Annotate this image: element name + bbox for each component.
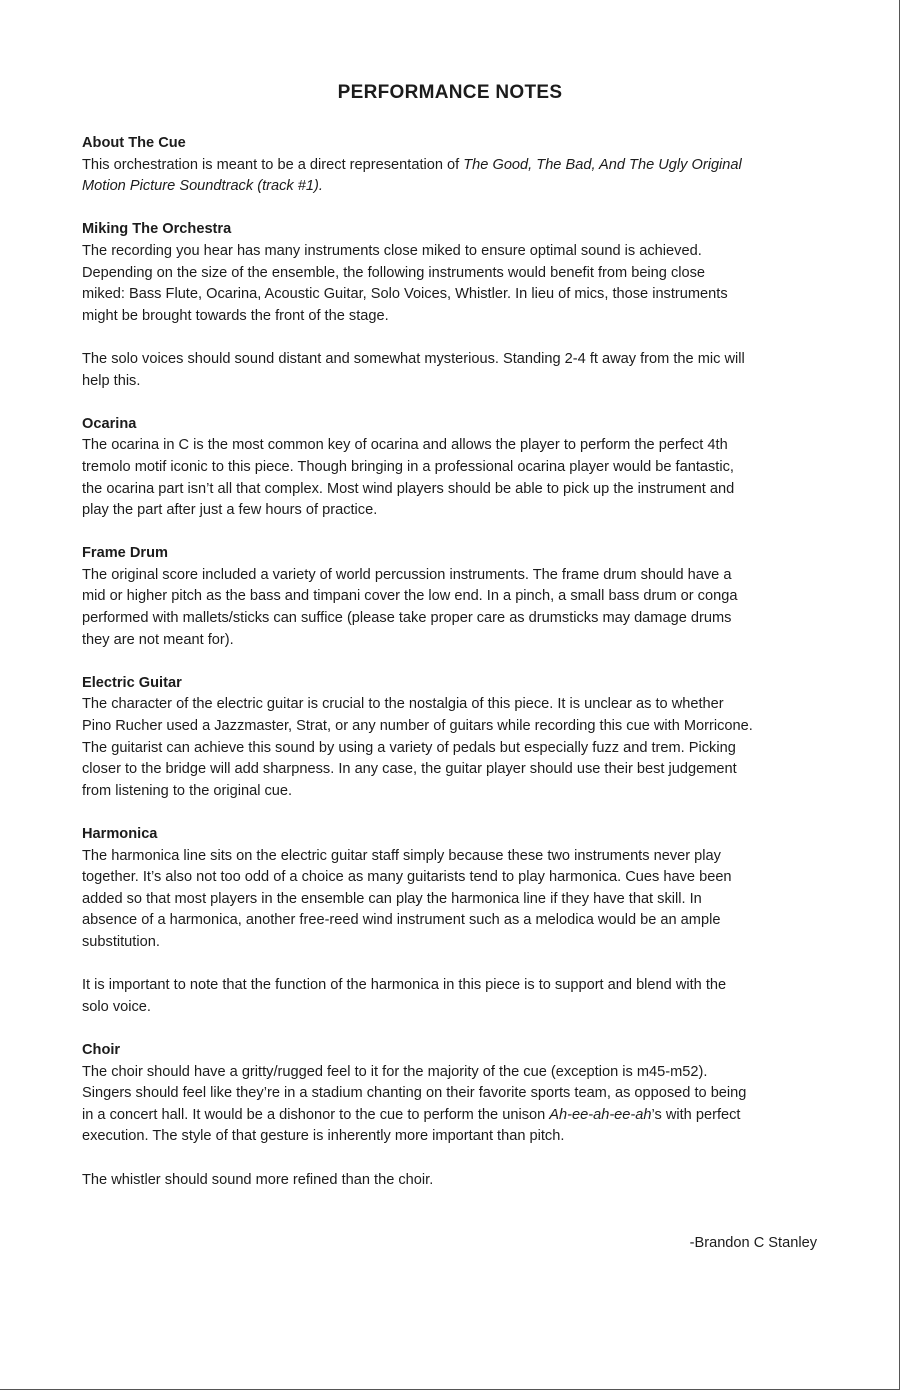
section-paragraph <box>82 846 822 954</box>
section-heading: Ocarina <box>82 415 137 432</box>
text-line <box>82 241 822 263</box>
text-line <box>82 1083 822 1105</box>
text-run: execution. The style of that gesture is inherently more important than pitch. <box>82 1128 565 1145</box>
text-run: from listening to the original cue. <box>82 782 293 799</box>
text-line <box>82 349 822 371</box>
text-line <box>82 910 822 932</box>
section-ocarina <box>82 414 822 522</box>
text-line <box>82 155 822 177</box>
section-paragraph <box>82 241 822 327</box>
section-paragraph <box>82 694 822 802</box>
text-line <box>82 1126 822 1148</box>
text-run: substitution. <box>82 933 160 950</box>
text-line <box>82 457 822 479</box>
text-run: The solo voices should sound distant and somewhat mysterious. Standing 2-4 ft away from the mic will <box>82 350 745 367</box>
text-line <box>82 867 822 889</box>
text-line <box>82 759 822 781</box>
text-line <box>82 1062 822 1084</box>
section-paragraph <box>82 1170 822 1192</box>
section-paragraph <box>82 435 822 521</box>
text-line <box>82 435 822 457</box>
italic-text: The Good, The Bad, And The Ugly Original <box>463 156 742 173</box>
section-heading: About The Cue <box>82 135 186 151</box>
text-run: The original score included a variety of world percussion instruments. The frame drum should have a <box>82 566 732 583</box>
notes-body <box>82 133 822 1213</box>
section-harmonica <box>82 824 822 1018</box>
text-run: together. It’s also not too odd of a choice as many guitarists tend to play harmonica. Cues have been <box>82 869 732 886</box>
text-run: It is important to note that the function of the harmonica in this piece is to support and blend with the <box>82 977 727 994</box>
section-about-the-cue <box>82 133 822 198</box>
text-line <box>82 630 822 652</box>
section-paragraph <box>82 349 822 392</box>
text-line <box>82 306 822 328</box>
author-signature: -Brandon C Stanley <box>689 1235 817 1251</box>
text-run: help this. <box>82 372 141 389</box>
text-run: in a concert hall. It would be a dishonor to the cue to perform the unison <box>82 1106 550 1123</box>
text-line <box>82 263 822 285</box>
text-run: The whistler should sound more refined than the choir. <box>82 1171 434 1188</box>
text-line <box>82 975 822 997</box>
text-run: Pino Rucher used a Jazzmaster, Strat, or any number of guitars while recording this cue with Morricone. <box>82 718 753 735</box>
section-frame-drum <box>82 543 822 651</box>
text-run: ’s with perfect <box>651 1106 741 1123</box>
text-line <box>82 781 822 803</box>
text-line <box>82 716 822 738</box>
text-run: performed with mallets/sticks can suffice (please take proper care as drumsticks may damage drums <box>82 610 732 627</box>
text-line <box>82 889 822 911</box>
text-run: The guitarist can achieve this sound by using a variety of pedals but especially fuzz and trem. Picking <box>82 739 736 756</box>
text-run: The choir should have a gritty/rugged feel to it for the majority of the cue (exception is m45-m52). <box>82 1063 708 1080</box>
section-paragraph <box>82 155 822 198</box>
text-line <box>82 1105 822 1127</box>
section-heading: Frame Drum <box>82 545 168 562</box>
text-line <box>82 738 822 760</box>
text-line <box>82 371 822 393</box>
section-heading: Harmonica <box>82 826 158 842</box>
text-run: The ocarina in C is the most common key of ocarina and allows the player to perform the perfect 4th <box>82 437 728 454</box>
section-heading: Choir <box>82 1041 121 1058</box>
text-line <box>82 1170 822 1192</box>
text-run: Depending on the size of the ensemble, the following instruments would benefit from being close <box>82 264 706 281</box>
text-run: mid or higher pitch as the bass and timpani cover the low end. In a pinch, a small bass drum or conga <box>82 588 738 605</box>
text-line <box>82 694 822 716</box>
text-run: Singers should feel like they’re in a stadium chanting on their favorite sports team, as opposed to being <box>82 1085 747 1102</box>
text-run: solo voice. <box>82 998 151 1015</box>
section-heading: Miking The Orchestra <box>82 221 232 238</box>
text-run: might be brought towards the front of the stage. <box>82 307 389 324</box>
text-line <box>82 565 822 587</box>
text-line <box>82 586 822 608</box>
text-line <box>82 500 822 522</box>
italic-text: Motion Picture Soundtrack (track #1). <box>82 178 323 195</box>
text-run: closer to the bridge will add sharpness. In any case, the guitar player should use their best judgement <box>82 761 737 778</box>
text-run: The recording you hear has many instruments close miked to ensure optimal sound is achieved. <box>82 242 702 259</box>
text-run: tremolo motif iconic to this piece. Though bringing in a professional ocarina player would be fantastic, <box>82 458 734 475</box>
text-run: absence of a harmonica, another free-reed wind instrument such as a melodica would be an ample <box>82 912 721 929</box>
text-line <box>82 846 822 868</box>
text-run: The harmonica line sits on the electric guitar staff simply because these two instruments never play <box>82 847 721 864</box>
text-run: added so that most players in the ensemble can play the harmonica line if they have that skill. In <box>82 890 702 907</box>
italic-text: Ah-ee-ah-ee-ah <box>549 1106 652 1123</box>
text-line <box>82 997 822 1019</box>
section-paragraph <box>82 975 822 1018</box>
text-run: they are not meant for). <box>82 631 234 648</box>
text-line <box>82 932 822 954</box>
section-paragraph <box>82 1062 822 1148</box>
text-line <box>82 479 822 501</box>
text-run: the ocarina part isn’t all that complex. Most wind players should be able to pick up the instrument and <box>82 480 735 497</box>
text-line <box>82 176 822 198</box>
text-run: miked: Bass Flute, Ocarina, Acoustic Guitar, Solo Voices, Whistler. In lieu of mics, those instruments <box>82 286 728 303</box>
text-run: This orchestration is meant to be a direct representation of <box>82 156 464 173</box>
section-electric-guitar <box>82 673 822 803</box>
section-choir <box>82 1040 822 1191</box>
text-run: play the part after just a few hours of practice. <box>82 502 378 519</box>
page-title: PERFORMANCE NOTES <box>337 82 563 103</box>
text-line <box>82 608 822 630</box>
section-miking-the-orchestra <box>82 219 822 392</box>
text-line <box>82 284 822 306</box>
text-run: The character of the electric guitar is crucial to the nostalgia of this piece. It is unclear as to whether <box>82 696 724 713</box>
section-heading: Electric Guitar <box>82 674 182 691</box>
section-paragraph <box>82 565 822 651</box>
